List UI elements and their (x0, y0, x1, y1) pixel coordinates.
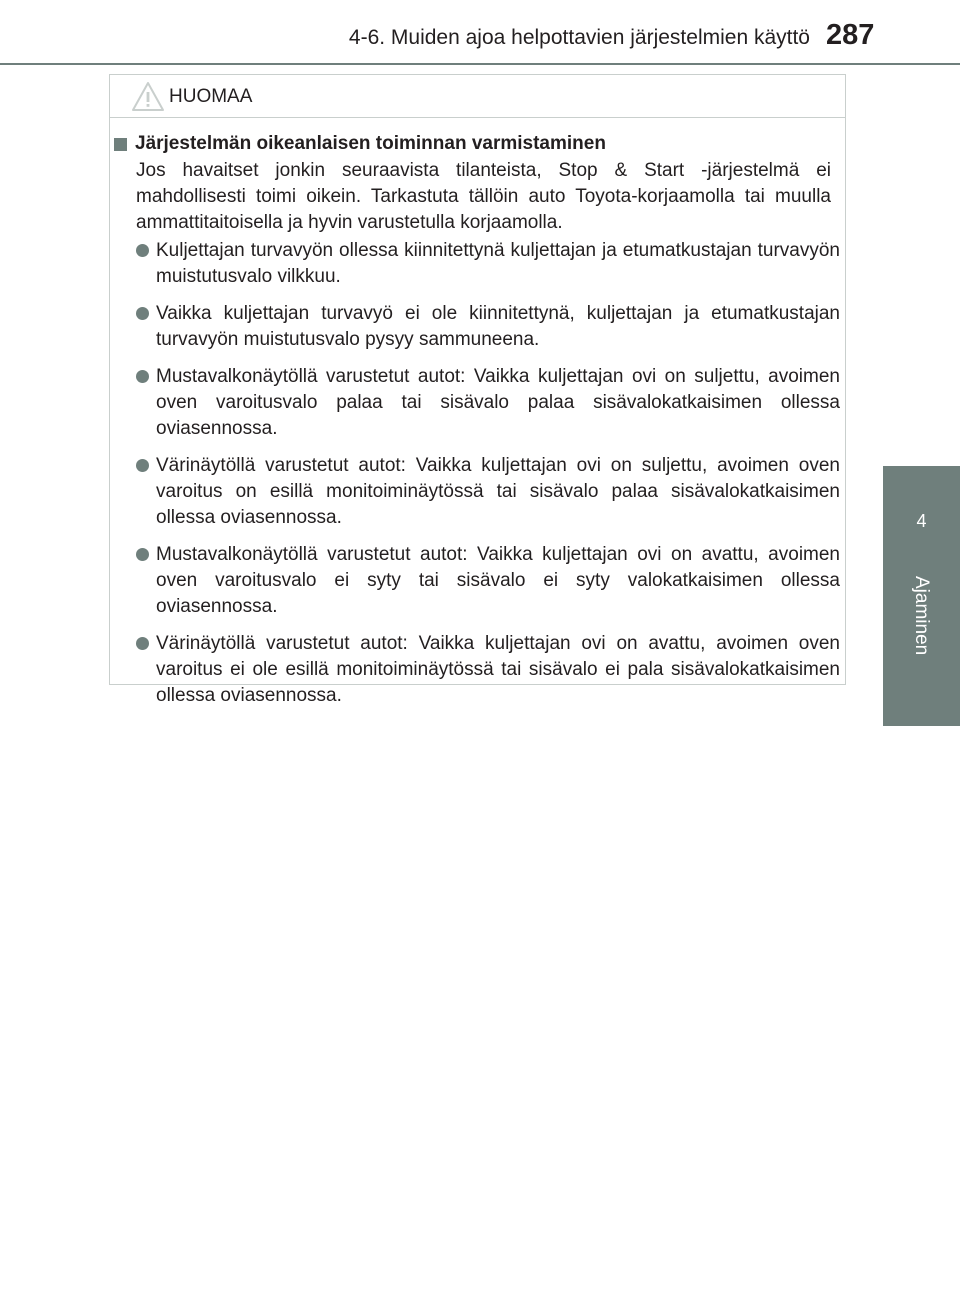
list-item-text: Mustavalkonäytöllä varustetut autot: Vaikka kuljettajan ovi on avattu, avoimen oven varoitusvalo ei syty tai sisävalo ei syty valokatkaisimen ollessa oviasennossa. (156, 544, 840, 617)
warning-triangle-icon (131, 81, 165, 113)
list-item-text: Vaikka kuljettajan turvavyö ei ole kiinnitettynä, kuljettajan ja etumatkustajan turvavyön muistutusvalo pysyy sammuneena. (156, 303, 840, 350)
list-item (136, 301, 840, 353)
list-item (136, 453, 840, 531)
bullet-dot-icon (136, 307, 149, 320)
page-number: 287 (826, 19, 875, 51)
list-item (136, 631, 840, 709)
bullet-dot-icon (136, 637, 149, 650)
bullet-dot-icon (136, 244, 149, 257)
bullet-dot-icon (136, 370, 149, 383)
list-item-text: Värinäytöllä varustetut autot: Vaikka kuljettajan ovi on avattu, avoimen oven varoitus ei ole esillä monitoiminäytössä tai sisävalo ei pala sisävalokatkaisimen ollessa oviasennossa. (156, 633, 840, 706)
chapter-number: 4 (916, 511, 927, 531)
square-bullet-icon (114, 138, 127, 151)
bullet-dot-icon (136, 548, 149, 561)
bullet-dot-icon (136, 459, 149, 472)
list-item (136, 364, 840, 442)
page-header-title: 4-6. Muiden ajoa helpottavien järjestelmien käyttö (348, 26, 810, 49)
intro-paragraph: Jos havaitset jonkin seuraavista tilanteista, Stop & Start -järjestelmä ei mahdollisesti toimi oikein. Tarkastuta tällöin auto Toyota-korjaamolla tai muulla ammattitaitoisella ja hyvin varustetulla korjaamolla. (136, 160, 831, 233)
notice-box (109, 74, 846, 706)
list-item (136, 238, 840, 290)
list-item-text: Mustavalkonäytöllä varustetut autot: Vaikka kuljettajan ovi on suljettu, avoimen oven varoitusvalo palaa tai sisävalo palaa sisävalokatkaisimen ollessa oviasennossa. (156, 366, 840, 439)
condition-list (136, 238, 840, 720)
list-item-text: Värinäytöllä varustetut autot: Vaikka kuljettajan ovi on suljettu, avoimen oven varoitus on esillä monitoiminäytössä tai sisävalo palaa sisävalokatkaisimen ollessa oviasennossa. (156, 455, 840, 528)
notice-label: HUOMAA (169, 86, 253, 107)
chapter-label: Ajaminen (911, 576, 932, 656)
header-divider (0, 63, 960, 65)
chapter-side-tab (883, 466, 960, 726)
list-item (136, 542, 840, 620)
section-heading (114, 133, 606, 155)
section-heading-text: Järjestelmän oikeanlaisen toiminnan varmistaminen (135, 133, 606, 154)
list-item-text: Kuljettajan turvavyön ollessa kiinnitettynä kuljettajan ja etumatkustajan turvavyön muistutusvalo vilkkuu. (156, 240, 840, 287)
notice-header (110, 75, 845, 118)
